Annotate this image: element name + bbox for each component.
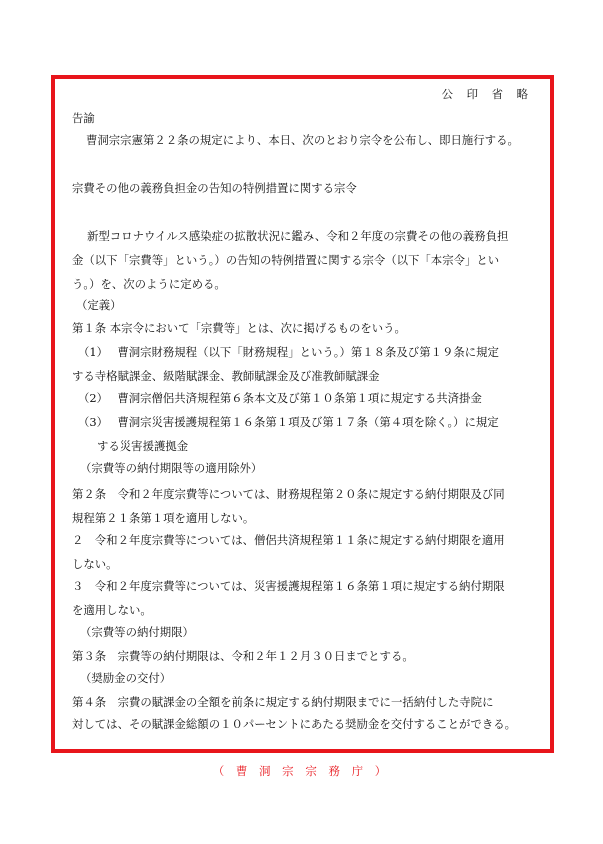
preamble-line: 新型コロナウイルス感染症の拡散状況に鑑み、令和２年度の宗費その他の義務負担: [87, 229, 509, 243]
article-1-item: する寺格賦課金、級階賦課金、教師賦課金及び准教師賦課金: [72, 369, 380, 383]
article-2-line: を適用しない。: [72, 603, 152, 617]
decree-text: 曹洞宗宗憲第２２条の規定により、本日、次のとおり宗令を公布し、即日施行する。: [86, 133, 519, 147]
article-4-line: 対しては、その賦課金総額の１０パーセントにあたる奨励金を交付することができる。: [72, 717, 517, 731]
article-1-item: する災害援護拠金: [97, 439, 189, 453]
article-2-line: ２ 令和２年度宗費等については、僧侶共済規程第１１条に規定する納付期限を適用: [72, 533, 505, 547]
issuer-footer: （ 曹 洞 宗 宗 務 庁 ）: [212, 764, 391, 778]
ordinance-title: 宗費その他の義務負担金の告知の特例措置に関する宗令: [72, 181, 357, 195]
section-caption-exemption: （宗費等の納付期限等の適用除外）: [80, 461, 263, 475]
article-4-line: 第４条 宗費の賦課金の全額を前条に規定する納付期限までに一括納付した寺院に: [72, 695, 494, 709]
section-caption-deadline: （宗費等の納付期限）: [80, 625, 194, 639]
article-2-line: ３ 令和２年度宗費等については、災害援護規程第１６条第１項に規定する納付期限: [72, 579, 505, 593]
notice-heading: 告諭: [72, 111, 95, 125]
article-1-item: （3） 曹洞宗災害援護規程第１６条第１項及び第１７条（第４項を除く。）に規定: [78, 415, 499, 429]
article-2-line: 第２条 令和２年度宗費等については、財務規程第２０条に規定する納付期限及び同: [72, 487, 505, 501]
article-2-line: 規程第２１条第１項を適用しない。: [72, 511, 255, 525]
article-1: 第１条 本宗令において「宗費等」とは、次に掲げるものをいう。: [72, 321, 406, 335]
preamble-line: う。）を、次のように定める。: [72, 277, 226, 291]
section-caption-definitions: （定義）: [76, 298, 122, 312]
preamble-line: 金（以下「宗費等」という。）の告知の特例措置に関する宗令（以下「本宗令」とい: [72, 253, 500, 267]
section-caption-incentive: （奨励金の交付）: [80, 671, 172, 685]
article-2-line: しない。: [72, 557, 118, 571]
seal-omitted-note: 公 印 省 略: [441, 87, 533, 101]
article-1-item: （1） 曹洞宗財務規程（以下「財務規程」という。）第１８条及び第１９条に規定: [78, 345, 499, 359]
article-1-item: （2） 曹洞宗僧侶共済規程第６条本文及び第１０条第１項に規定する共済掛金: [78, 391, 482, 405]
article-3: 第３条 宗費等の納付期限は、令和２年１２月３０日までとする。: [72, 649, 414, 663]
